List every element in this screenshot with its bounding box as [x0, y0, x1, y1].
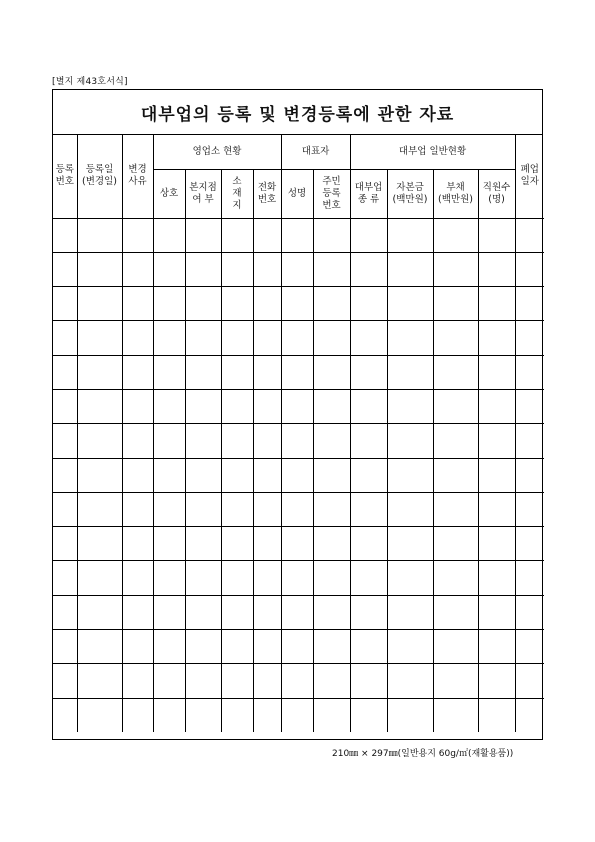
- table-cell: [281, 698, 313, 732]
- table-cell: [185, 218, 221, 252]
- table-cell: [281, 527, 313, 561]
- table-cell: [478, 698, 515, 732]
- table-cell: [77, 698, 122, 732]
- table-cell: [433, 218, 478, 252]
- table-cell: [478, 527, 515, 561]
- table-cell: [313, 664, 350, 698]
- table-cell: [387, 458, 433, 492]
- table-cell: [313, 630, 350, 664]
- table-cell: [253, 458, 281, 492]
- table-cell: [387, 698, 433, 732]
- table-cell: [433, 424, 478, 458]
- header-reg-date: 등록일 (변경일): [77, 135, 122, 218]
- table-cell: [185, 287, 221, 321]
- table-cell: [153, 424, 185, 458]
- table-cell: [387, 252, 433, 286]
- table-cell: [122, 698, 153, 732]
- table-cell: [478, 355, 515, 389]
- header-capital: 자본금 (백만원): [387, 169, 433, 218]
- table-cell: [281, 458, 313, 492]
- table-cell: [313, 218, 350, 252]
- table-row: [53, 630, 544, 664]
- table-cell: [433, 458, 478, 492]
- table-cell: [185, 252, 221, 286]
- table-cell: [433, 664, 478, 698]
- table-row: [53, 218, 544, 252]
- header-biz-group: 대부업 일반현황: [350, 135, 515, 169]
- table-cell: [53, 389, 77, 423]
- table-cell: [53, 424, 77, 458]
- table-cell: [478, 389, 515, 423]
- table-cell: [350, 321, 387, 355]
- table-cell: [515, 492, 544, 526]
- table-cell: [122, 287, 153, 321]
- table-cell: [387, 355, 433, 389]
- table-cell: [350, 218, 387, 252]
- table-cell: [221, 355, 253, 389]
- table-cell: [478, 218, 515, 252]
- table-cell: [53, 355, 77, 389]
- header-office-group: 영업소 현황: [153, 135, 281, 169]
- table-cell: [350, 424, 387, 458]
- table-cell: [515, 389, 544, 423]
- table-cell: [221, 630, 253, 664]
- table-cell: [350, 664, 387, 698]
- table-cell: [253, 630, 281, 664]
- table-cell: [350, 492, 387, 526]
- table-cell: [77, 561, 122, 595]
- table-row: [53, 321, 544, 355]
- table-cell: [350, 561, 387, 595]
- table-cell: [515, 424, 544, 458]
- table-cell: [77, 664, 122, 698]
- table-cell: [122, 321, 153, 355]
- table-cell: [313, 424, 350, 458]
- table-cell: [153, 252, 185, 286]
- table-cell: [515, 218, 544, 252]
- table-cell: [122, 492, 153, 526]
- table-cell: [433, 698, 478, 732]
- table-cell: [53, 252, 77, 286]
- table-cell: [53, 664, 77, 698]
- table-cell: [77, 389, 122, 423]
- table-cell: [77, 252, 122, 286]
- table-cell: [77, 458, 122, 492]
- table-cell: [153, 389, 185, 423]
- table-cell: [253, 561, 281, 595]
- table-cell: [122, 252, 153, 286]
- table-cell: [281, 424, 313, 458]
- table-cell: [281, 252, 313, 286]
- header-biz-type: 대부업 종 류: [350, 169, 387, 218]
- header-employees: 직원수 (명): [478, 169, 515, 218]
- table-cell: [387, 664, 433, 698]
- table-cell: [77, 355, 122, 389]
- table-cell: [281, 218, 313, 252]
- table-cell: [433, 287, 478, 321]
- table-cell: [387, 561, 433, 595]
- table-cell: [387, 630, 433, 664]
- table-cell: [387, 389, 433, 423]
- table-cell: [253, 252, 281, 286]
- table-cell: [77, 492, 122, 526]
- table-cell: [153, 218, 185, 252]
- table-cell: [122, 527, 153, 561]
- table-row: [53, 561, 544, 595]
- table-row: [53, 595, 544, 629]
- header-trade-name: 상호: [153, 169, 185, 218]
- table-row: [53, 252, 544, 286]
- table-cell: [221, 595, 253, 629]
- table-cell: [433, 630, 478, 664]
- form-frame: [52, 89, 543, 740]
- table-cell: [433, 252, 478, 286]
- table-cell: [185, 321, 221, 355]
- table-cell: [221, 698, 253, 732]
- table-cell: [387, 595, 433, 629]
- table-cell: [478, 287, 515, 321]
- table-cell: [53, 218, 77, 252]
- table-cell: [53, 287, 77, 321]
- table-cell: [153, 287, 185, 321]
- table-cell: [253, 424, 281, 458]
- table-cell: [153, 595, 185, 629]
- table-row: [53, 698, 544, 732]
- table-cell: [77, 527, 122, 561]
- table-cell: [53, 698, 77, 732]
- table-cell: [153, 458, 185, 492]
- table-cell: [185, 458, 221, 492]
- table-cell: [53, 458, 77, 492]
- table-cell: [77, 321, 122, 355]
- table-cell: [515, 595, 544, 629]
- table-cell: [478, 424, 515, 458]
- table-cell: [153, 630, 185, 664]
- table-cell: [221, 252, 253, 286]
- table-cell: [185, 630, 221, 664]
- table-cell: [185, 664, 221, 698]
- table-cell: [281, 321, 313, 355]
- table-row: [53, 389, 544, 423]
- table-cell: [253, 389, 281, 423]
- table-cell: [313, 389, 350, 423]
- table-cell: [515, 630, 544, 664]
- table-cell: [122, 595, 153, 629]
- table-cell: [515, 355, 544, 389]
- table-cell: [153, 321, 185, 355]
- table-cell: [313, 492, 350, 526]
- table-cell: [221, 458, 253, 492]
- table-cell: [122, 355, 153, 389]
- header-name: 성명: [281, 169, 313, 218]
- table-cell: [253, 527, 281, 561]
- table-cell: [387, 287, 433, 321]
- table-cell: [221, 561, 253, 595]
- table-cell: [515, 321, 544, 355]
- table-cell: [387, 492, 433, 526]
- table-cell: [253, 698, 281, 732]
- table-cell: [350, 527, 387, 561]
- table-row: [53, 458, 544, 492]
- table-cell: [433, 561, 478, 595]
- table-cell: [478, 458, 515, 492]
- table-cell: [185, 389, 221, 423]
- table-cell: [53, 630, 77, 664]
- table-cell: [253, 287, 281, 321]
- table-cell: [350, 287, 387, 321]
- header-reg-no: 등록 번호: [53, 135, 77, 218]
- table-cell: [77, 424, 122, 458]
- table-cell: [122, 630, 153, 664]
- table-cell: [281, 561, 313, 595]
- table-cell: [313, 355, 350, 389]
- table-cell: [153, 355, 185, 389]
- table-cell: [221, 664, 253, 698]
- table-cell: [153, 664, 185, 698]
- table-cell: [350, 595, 387, 629]
- table-cell: [350, 389, 387, 423]
- table-cell: [515, 698, 544, 732]
- table-cell: [433, 492, 478, 526]
- header-phone: 전화 번호: [253, 169, 281, 218]
- table-cell: [313, 527, 350, 561]
- table-cell: [515, 527, 544, 561]
- table-cell: [77, 218, 122, 252]
- table-cell: [313, 595, 350, 629]
- table-cell: [433, 595, 478, 629]
- table-row: [53, 664, 544, 698]
- table-cell: [281, 287, 313, 321]
- table-cell: [433, 389, 478, 423]
- table-cell: [153, 698, 185, 732]
- table-cell: [221, 321, 253, 355]
- table-cell: [253, 595, 281, 629]
- table-cell: [281, 492, 313, 526]
- table-cell: [313, 321, 350, 355]
- table-cell: [515, 287, 544, 321]
- table-cell: [221, 492, 253, 526]
- table-cell: [185, 424, 221, 458]
- table-cell: [185, 561, 221, 595]
- table-cell: [221, 218, 253, 252]
- table-cell: [185, 698, 221, 732]
- table-cell: [281, 664, 313, 698]
- table-cell: [221, 287, 253, 321]
- table-cell: [281, 389, 313, 423]
- table-cell: [313, 458, 350, 492]
- table-cell: [350, 698, 387, 732]
- form-title: 대부업의 등록 및 변경등록에 관한 자료: [53, 90, 542, 135]
- header-liabilities: 부채 (백만원): [433, 169, 478, 218]
- table-cell: [253, 218, 281, 252]
- table-cell: [350, 355, 387, 389]
- table-cell: [281, 355, 313, 389]
- table-cell: [313, 698, 350, 732]
- table-cell: [122, 218, 153, 252]
- table-cell: [53, 561, 77, 595]
- table-cell: [478, 595, 515, 629]
- table-cell: [313, 561, 350, 595]
- table-cell: [185, 492, 221, 526]
- table-cell: [387, 218, 433, 252]
- table-cell: [515, 664, 544, 698]
- table-row: [53, 355, 544, 389]
- table-cell: [515, 561, 544, 595]
- table-cell: [253, 664, 281, 698]
- table-cell: [185, 527, 221, 561]
- table-cell: [281, 595, 313, 629]
- table-cell: [153, 492, 185, 526]
- paper-spec-footer: 210㎜ × 297㎜(일반용지 60g/㎡(재활용품)): [332, 749, 514, 759]
- table-cell: [77, 287, 122, 321]
- table-cell: [478, 630, 515, 664]
- header-is-branch: 본지점 여 부: [185, 169, 221, 218]
- table-body: [53, 135, 544, 732]
- table-cell: [185, 355, 221, 389]
- table-row: [53, 424, 544, 458]
- table-cell: [185, 595, 221, 629]
- table-cell: [433, 527, 478, 561]
- table-cell: [515, 252, 544, 286]
- table-cell: [122, 664, 153, 698]
- table-cell: [350, 252, 387, 286]
- table-cell: [253, 492, 281, 526]
- table-cell: [221, 389, 253, 423]
- table-cell: [221, 527, 253, 561]
- table-cell: [122, 458, 153, 492]
- table-cell: [53, 527, 77, 561]
- table-row: [53, 527, 544, 561]
- table-cell: [313, 287, 350, 321]
- table-cell: [350, 458, 387, 492]
- table-cell: [281, 630, 313, 664]
- header-rep-group: 대표자: [281, 135, 350, 169]
- table-cell: [387, 527, 433, 561]
- table-cell: [387, 321, 433, 355]
- header-resident-no: 주민 등록 번호: [313, 169, 350, 218]
- table-cell: [433, 321, 478, 355]
- table-cell: [253, 355, 281, 389]
- table-cell: [478, 664, 515, 698]
- table-cell: [253, 321, 281, 355]
- table-cell: [77, 630, 122, 664]
- table-cell: [122, 561, 153, 595]
- table-cell: [478, 561, 515, 595]
- header-location: 소 재 지: [221, 169, 253, 218]
- table-cell: [153, 527, 185, 561]
- table-cell: [122, 424, 153, 458]
- table-cell: [122, 389, 153, 423]
- table-cell: [387, 424, 433, 458]
- table-row: [53, 287, 544, 321]
- table-cell: [153, 561, 185, 595]
- header-change-reason: 변경 사유: [122, 135, 153, 218]
- table-cell: [313, 252, 350, 286]
- form-number: [별지 제43호서식]: [52, 77, 128, 87]
- table-cell: [53, 595, 77, 629]
- table-cell: [433, 355, 478, 389]
- data-table: [53, 135, 544, 732]
- table-row: [53, 492, 544, 526]
- table-cell: [53, 492, 77, 526]
- table-cell: [478, 492, 515, 526]
- table-cell: [478, 321, 515, 355]
- header-closure-date: 폐업 일자: [515, 135, 544, 218]
- table-cell: [350, 630, 387, 664]
- table-cell: [77, 595, 122, 629]
- table-cell: [478, 252, 515, 286]
- table-cell: [515, 458, 544, 492]
- table-cell: [221, 424, 253, 458]
- table-cell: [53, 321, 77, 355]
